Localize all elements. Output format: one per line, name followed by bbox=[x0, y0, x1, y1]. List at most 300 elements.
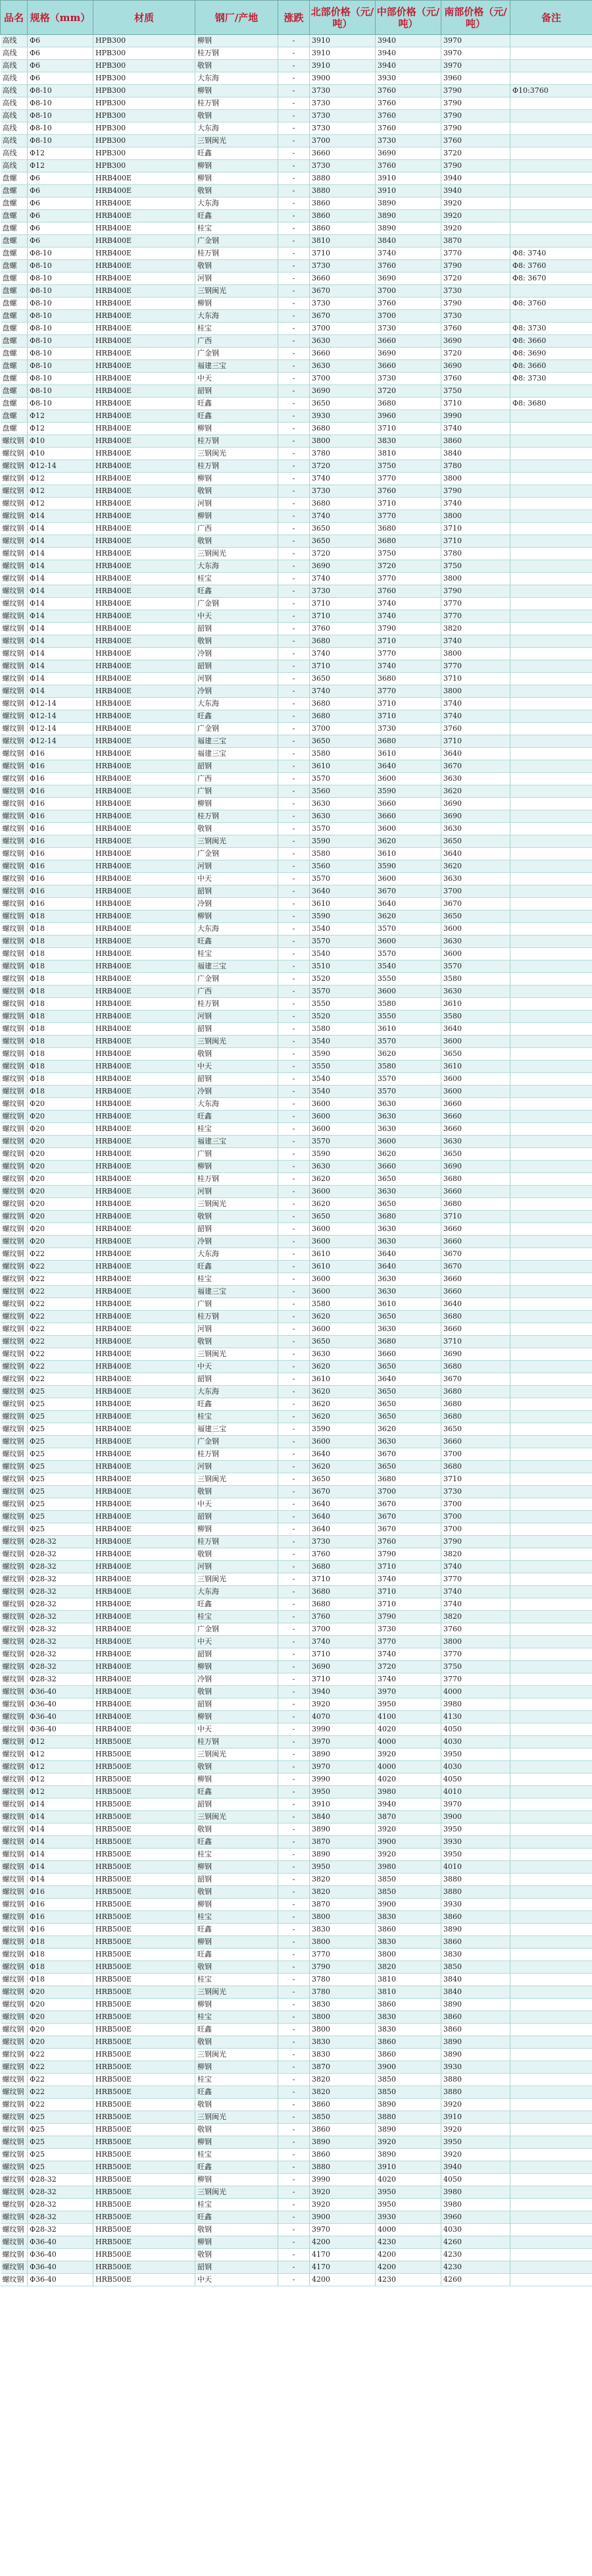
change-cell: - bbox=[278, 1774, 310, 1786]
spec-cell: Φ25 bbox=[28, 1523, 93, 1536]
material-cell: HRB400E bbox=[93, 348, 195, 360]
table-row bbox=[1, 197, 592, 210]
change-cell: - bbox=[278, 285, 310, 298]
spec-cell: Φ22 bbox=[28, 1298, 93, 1311]
remark-cell bbox=[510, 1861, 592, 1874]
product-cell: 螺纹钢 bbox=[1, 1423, 28, 1436]
mill-cell: 柳钢 bbox=[195, 510, 278, 523]
mill-cell: 桂宝 bbox=[195, 223, 278, 235]
material-cell: HRB400E bbox=[93, 1336, 195, 1348]
mill-cell: 河钢 bbox=[195, 1323, 278, 1336]
central-price-cell: 3540 bbox=[376, 960, 441, 973]
spec-cell: Φ8-10 bbox=[28, 298, 93, 310]
material-cell: HRB400E bbox=[93, 573, 195, 585]
remark-cell bbox=[510, 1498, 592, 1511]
remark-cell bbox=[510, 598, 592, 610]
change-cell: - bbox=[278, 1086, 310, 1098]
south-price-cell: 3690 bbox=[441, 360, 510, 373]
material-cell: HRB500E bbox=[93, 1886, 195, 1899]
product-cell: 螺纹钢 bbox=[1, 1448, 28, 1461]
product-cell: 螺纹钢 bbox=[1, 1573, 28, 1586]
remark-cell bbox=[510, 2199, 592, 2211]
central-price-cell: 3720 bbox=[376, 1661, 441, 1673]
mill-cell: 河钢 bbox=[195, 860, 278, 873]
mill-cell: 旺鑫 bbox=[195, 1924, 278, 1936]
south-price-cell: 3980 bbox=[441, 2199, 510, 2211]
spec-cell: Φ18 bbox=[28, 910, 93, 923]
product-cell: 螺纹钢 bbox=[1, 1273, 28, 1286]
table-row bbox=[1, 122, 592, 135]
material-cell: HRB400E bbox=[93, 885, 195, 898]
north-price-cell: 3940 bbox=[310, 1686, 376, 1698]
table-row bbox=[1, 873, 592, 885]
material-cell: HRB400E bbox=[93, 523, 195, 535]
table-row bbox=[1, 1811, 592, 1824]
product-cell: 螺纹钢 bbox=[1, 1073, 28, 1086]
material-cell: HRB400E bbox=[93, 935, 195, 948]
remark-cell bbox=[510, 748, 592, 760]
mill-cell: 敬钢 bbox=[195, 1486, 278, 1498]
spec-cell: Φ16 bbox=[28, 798, 93, 810]
table-row bbox=[1, 223, 592, 235]
mill-cell: 广金钢 bbox=[195, 723, 278, 735]
material-cell: HRB400E bbox=[93, 648, 195, 660]
table-row bbox=[1, 1748, 592, 1761]
south-price-cell: 3920 bbox=[441, 197, 510, 210]
table-row bbox=[1, 523, 592, 535]
table-row bbox=[1, 473, 592, 485]
material-cell: HRB400E bbox=[93, 1548, 195, 1561]
change-cell: - bbox=[278, 2036, 310, 2049]
south-price-cell: 4050 bbox=[441, 1723, 510, 1736]
mill-cell: 柳钢 bbox=[195, 2061, 278, 2074]
material-cell: HRB400E bbox=[93, 635, 195, 648]
material-cell: HRB400E bbox=[93, 673, 195, 685]
product-cell: 螺纹钢 bbox=[1, 1548, 28, 1561]
mill-cell: 广钢 bbox=[195, 1298, 278, 1311]
remark-cell bbox=[510, 986, 592, 998]
table-row bbox=[1, 585, 592, 598]
change-cell: - bbox=[278, 310, 310, 323]
change-cell: - bbox=[278, 1373, 310, 1386]
remark-cell bbox=[510, 1223, 592, 1236]
table-row bbox=[1, 2124, 592, 2136]
mill-cell: 柳钢 bbox=[195, 1899, 278, 1911]
south-price-cell: 3930 bbox=[441, 1899, 510, 1911]
north-price-cell: 3800 bbox=[310, 2011, 376, 2024]
mill-cell: 柳钢 bbox=[195, 172, 278, 185]
south-price-cell: 3890 bbox=[441, 1999, 510, 2011]
south-price-cell: 3660 bbox=[441, 1186, 510, 1198]
central-price-cell: 3740 bbox=[376, 1648, 441, 1661]
remark-cell bbox=[510, 1386, 592, 1398]
remark-cell bbox=[510, 885, 592, 898]
mill-cell: 敬钢 bbox=[195, 485, 278, 498]
table-row bbox=[1, 1311, 592, 1323]
central-price-cell: 3790 bbox=[376, 1611, 441, 1623]
change-cell: - bbox=[278, 1586, 310, 1598]
remark-cell bbox=[510, 1536, 592, 1548]
remark-cell bbox=[510, 2274, 592, 2286]
change-cell: - bbox=[278, 1573, 310, 1586]
table-row bbox=[1, 1348, 592, 1361]
central-price-cell: 3760 bbox=[376, 298, 441, 310]
table-row bbox=[1, 360, 592, 373]
central-price-cell: 3680 bbox=[376, 673, 441, 685]
central-price-cell: 3570 bbox=[376, 1073, 441, 1086]
south-price-cell: 3740 bbox=[441, 635, 510, 648]
north-price-cell: 3660 bbox=[310, 147, 376, 160]
table-row bbox=[1, 986, 592, 998]
mill-cell: 韶钢 bbox=[195, 1073, 278, 1086]
material-cell: HRB400E bbox=[93, 1711, 195, 1723]
spec-cell: Φ28-32 bbox=[28, 1623, 93, 1636]
central-price-cell: 3720 bbox=[376, 560, 441, 573]
change-cell: - bbox=[278, 848, 310, 860]
product-cell: 盘螺 bbox=[1, 273, 28, 285]
remark-cell bbox=[510, 810, 592, 823]
spec-cell: Φ36-40 bbox=[28, 2274, 93, 2286]
product-cell: 螺纹钢 bbox=[1, 885, 28, 898]
north-price-cell: 3680 bbox=[310, 423, 376, 435]
table-body bbox=[1, 35, 592, 2286]
central-price-cell: 3750 bbox=[376, 460, 441, 473]
central-price-cell: 3630 bbox=[376, 1436, 441, 1448]
remark-cell bbox=[510, 197, 592, 210]
table-row bbox=[1, 2186, 592, 2199]
product-cell: 螺纹钢 bbox=[1, 1223, 28, 1236]
spec-cell: Φ14 bbox=[28, 598, 93, 610]
mill-cell: 敬钢 bbox=[195, 260, 278, 273]
central-price-cell: 3830 bbox=[376, 2011, 441, 2024]
central-price-cell: 3760 bbox=[376, 122, 441, 135]
central-price-cell: 3570 bbox=[376, 923, 441, 935]
change-cell: - bbox=[278, 1723, 310, 1736]
central-price-cell: 3890 bbox=[376, 223, 441, 235]
table-row bbox=[1, 948, 592, 960]
spec-cell: Φ20 bbox=[28, 1173, 93, 1186]
central-price-cell: 3600 bbox=[376, 773, 441, 785]
product-cell: 螺纹钢 bbox=[1, 748, 28, 760]
remark-cell bbox=[510, 785, 592, 798]
south-price-cell: 3740 bbox=[441, 1598, 510, 1611]
mill-cell: 福建三宝 bbox=[195, 748, 278, 760]
change-cell: - bbox=[278, 1411, 310, 1423]
spec-cell: Φ25 bbox=[28, 1386, 93, 1398]
product-cell: 螺纹钢 bbox=[1, 1686, 28, 1698]
table-row bbox=[1, 498, 592, 510]
material-cell: HRB500E bbox=[93, 2161, 195, 2174]
mill-cell: 河钢 bbox=[195, 498, 278, 510]
south-price-cell: 3860 bbox=[441, 1936, 510, 1949]
remark-cell bbox=[510, 510, 592, 523]
material-cell: HRB500E bbox=[93, 2049, 195, 2061]
south-price-cell: 3770 bbox=[441, 1573, 510, 1586]
change-cell: - bbox=[278, 1874, 310, 1886]
table-row bbox=[1, 72, 592, 85]
product-cell: 高线 bbox=[1, 160, 28, 172]
product-cell: 螺纹钢 bbox=[1, 986, 28, 998]
spec-cell: Φ12 bbox=[28, 485, 93, 498]
change-cell: - bbox=[278, 1311, 310, 1323]
north-price-cell: 3830 bbox=[310, 2036, 376, 2049]
north-price-cell: 3820 bbox=[310, 2074, 376, 2086]
spec-cell: Φ12 bbox=[28, 160, 93, 172]
product-cell: 螺纹钢 bbox=[1, 1348, 28, 1361]
spec-cell: Φ22 bbox=[28, 1348, 93, 1361]
south-price-cell: 3970 bbox=[441, 35, 510, 47]
central-price-cell: 3710 bbox=[376, 423, 441, 435]
spec-cell: Φ22 bbox=[28, 2074, 93, 2086]
north-price-cell: 3580 bbox=[310, 1298, 376, 1311]
change-cell: - bbox=[278, 1148, 310, 1161]
remark-cell bbox=[510, 2111, 592, 2124]
change-cell: - bbox=[278, 785, 310, 798]
north-price-cell: 3650 bbox=[310, 1473, 376, 1486]
north-price-cell: 3830 bbox=[310, 2049, 376, 2061]
product-cell: 螺纹钢 bbox=[1, 935, 28, 948]
remark-cell bbox=[510, 1723, 592, 1736]
remark-cell bbox=[510, 1211, 592, 1223]
table-row bbox=[1, 1711, 592, 1723]
south-price-cell: 3820 bbox=[441, 1611, 510, 1623]
change-cell: - bbox=[278, 923, 310, 935]
spec-cell: Φ28-32 bbox=[28, 2211, 93, 2224]
table-row bbox=[1, 323, 592, 335]
south-price-cell: 3790 bbox=[441, 160, 510, 172]
spec-cell: Φ36-40 bbox=[28, 1698, 93, 1711]
mill-cell: 柳钢 bbox=[195, 423, 278, 435]
product-cell: 高线 bbox=[1, 147, 28, 160]
north-price-cell: 3760 bbox=[310, 623, 376, 635]
remark-cell bbox=[510, 1448, 592, 1461]
table-row bbox=[1, 335, 592, 348]
table-row bbox=[1, 2261, 592, 2274]
change-cell: - bbox=[278, 2274, 310, 2286]
mill-cell: 敬钢 bbox=[195, 110, 278, 122]
spec-cell: Φ25 bbox=[28, 2149, 93, 2161]
north-price-cell: 3540 bbox=[310, 1086, 376, 1098]
north-price-cell: 3830 bbox=[310, 1924, 376, 1936]
central-price-cell: 3850 bbox=[376, 1874, 441, 1886]
spec-cell: Φ8-10 bbox=[28, 373, 93, 385]
south-price-cell: 3950 bbox=[441, 1824, 510, 1836]
change-cell: - bbox=[278, 260, 310, 273]
south-price-cell: 3780 bbox=[441, 548, 510, 560]
north-price-cell: 3860 bbox=[310, 2099, 376, 2111]
mill-cell: 三钢闽光 bbox=[195, 285, 278, 298]
south-price-cell: 3870 bbox=[441, 235, 510, 248]
mill-cell: 柳钢 bbox=[195, 1936, 278, 1949]
remark-cell: Φ8: 3670 bbox=[510, 273, 592, 285]
north-price-cell: 3560 bbox=[310, 785, 376, 798]
table-row bbox=[1, 1849, 592, 1861]
central-price-cell: 3570 bbox=[376, 1086, 441, 1098]
material-cell: HRB400E bbox=[93, 1436, 195, 1448]
product-cell: 螺纹钢 bbox=[1, 1999, 28, 2011]
mill-cell: 冷钢 bbox=[195, 1086, 278, 1098]
table-row bbox=[1, 1236, 592, 1248]
mill-cell: 广钢 bbox=[195, 1148, 278, 1161]
spec-cell: Φ20 bbox=[28, 2024, 93, 2036]
material-cell: HRB400E bbox=[93, 923, 195, 935]
spec-cell: Φ25 bbox=[28, 1448, 93, 1461]
north-price-cell: 3710 bbox=[310, 660, 376, 673]
south-price-cell: 3950 bbox=[441, 1748, 510, 1761]
south-price-cell: 3700 bbox=[441, 1448, 510, 1461]
central-price-cell: 3770 bbox=[376, 573, 441, 585]
spec-cell: Φ16 bbox=[28, 848, 93, 860]
north-price-cell: 3600 bbox=[310, 1286, 376, 1298]
south-price-cell: 3940 bbox=[441, 172, 510, 185]
north-price-cell: 3600 bbox=[310, 1111, 376, 1123]
material-cell: HRB400E bbox=[93, 1236, 195, 1248]
mill-cell: 河钢 bbox=[195, 1461, 278, 1473]
product-cell: 螺纹钢 bbox=[1, 960, 28, 973]
mill-cell: 旺鑫 bbox=[195, 398, 278, 410]
central-price-cell: 3640 bbox=[376, 1261, 441, 1273]
mill-cell: 敬钢 bbox=[195, 1886, 278, 1899]
central-price-cell: 3710 bbox=[376, 635, 441, 648]
spec-cell: Φ14 bbox=[28, 523, 93, 535]
product-cell: 高线 bbox=[1, 60, 28, 72]
material-cell: HRB400E bbox=[93, 1123, 195, 1136]
mill-cell: 柳钢 bbox=[195, 1661, 278, 1673]
material-cell: HRB400E bbox=[93, 423, 195, 435]
change-cell: - bbox=[278, 423, 310, 435]
central-price-cell: 3830 bbox=[376, 2024, 441, 2036]
spec-cell: Φ8-10 bbox=[28, 348, 93, 360]
change-cell: - bbox=[278, 1161, 310, 1173]
change-cell: - bbox=[278, 2136, 310, 2149]
product-cell: 螺纹钢 bbox=[1, 1248, 28, 1261]
remark-cell bbox=[510, 1836, 592, 1849]
product-cell: 螺纹钢 bbox=[1, 1086, 28, 1098]
change-cell: - bbox=[278, 147, 310, 160]
mill-cell: 河钢 bbox=[195, 1186, 278, 1198]
spec-cell: Φ28-32 bbox=[28, 1548, 93, 1561]
central-price-cell: 3680 bbox=[376, 535, 441, 548]
spec-cell: Φ18 bbox=[28, 1061, 93, 1073]
mill-cell: 柳钢 bbox=[195, 798, 278, 810]
remark-cell bbox=[510, 1461, 592, 1473]
central-price-cell: 3940 bbox=[376, 60, 441, 72]
product-cell: 螺纹钢 bbox=[1, 510, 28, 523]
spec-cell: Φ22 bbox=[28, 1323, 93, 1336]
material-cell: HRB400E bbox=[93, 1586, 195, 1598]
remark-cell bbox=[510, 2061, 592, 2074]
spec-cell: Φ8-10 bbox=[28, 97, 93, 110]
spec-cell: Φ22 bbox=[28, 2099, 93, 2111]
south-price-cell: 4000 bbox=[441, 1686, 510, 1698]
change-cell: - bbox=[278, 735, 310, 748]
change-cell: - bbox=[278, 823, 310, 835]
mill-cell: 柳钢 bbox=[195, 1999, 278, 2011]
spec-cell: Φ14 bbox=[28, 535, 93, 548]
north-price-cell: 3690 bbox=[310, 560, 376, 573]
mill-cell: 柳钢 bbox=[195, 1161, 278, 1173]
table-row bbox=[1, 1661, 592, 1673]
material-cell: HRB400E bbox=[93, 510, 195, 523]
mill-cell: 中天 bbox=[195, 1498, 278, 1511]
north-price-cell: 3740 bbox=[310, 1636, 376, 1648]
central-price-cell: 3710 bbox=[376, 710, 441, 723]
product-cell: 螺纹钢 bbox=[1, 2011, 28, 2024]
south-price-cell: 3710 bbox=[441, 1211, 510, 1223]
material-cell: HRB400E bbox=[93, 1198, 195, 1211]
change-cell: - bbox=[278, 373, 310, 385]
central-price-cell: 3690 bbox=[376, 147, 441, 160]
table-row bbox=[1, 285, 592, 298]
table-row bbox=[1, 1911, 592, 1924]
north-price-cell: 3730 bbox=[310, 298, 376, 310]
spec-cell: Φ10 bbox=[28, 435, 93, 448]
central-price-cell: 3860 bbox=[376, 1924, 441, 1936]
remark-cell bbox=[510, 1774, 592, 1786]
remark-cell bbox=[510, 310, 592, 323]
product-cell: 螺纹钢 bbox=[1, 1636, 28, 1648]
change-cell: - bbox=[278, 1748, 310, 1761]
remark-cell bbox=[510, 1411, 592, 1423]
mill-cell: 三钢闽光 bbox=[195, 1748, 278, 1761]
south-price-cell: 3630 bbox=[441, 986, 510, 998]
mill-cell: 广西 bbox=[195, 773, 278, 785]
north-price-cell: 3970 bbox=[310, 1761, 376, 1774]
material-cell: HPB300 bbox=[93, 35, 195, 47]
north-price-cell: 3630 bbox=[310, 1161, 376, 1173]
spec-cell: Φ14 bbox=[28, 1799, 93, 1811]
spec-cell: Φ14 bbox=[28, 1824, 93, 1836]
table-row bbox=[1, 2274, 592, 2286]
spec-cell: Φ16 bbox=[28, 898, 93, 910]
remark-cell bbox=[510, 1523, 592, 1536]
material-cell: HRB400E bbox=[93, 1598, 195, 1611]
change-cell: - bbox=[278, 1786, 310, 1799]
product-cell: 螺纹钢 bbox=[1, 1786, 28, 1799]
product-cell: 盘螺 bbox=[1, 210, 28, 223]
spec-cell: Φ8-10 bbox=[28, 273, 93, 285]
spec-cell: Φ20 bbox=[28, 1148, 93, 1161]
spec-cell: Φ14 bbox=[28, 548, 93, 560]
mill-cell: 韶钢 bbox=[195, 1023, 278, 1036]
north-price-cell: 4200 bbox=[310, 2274, 376, 2286]
central-price-cell: 3640 bbox=[376, 760, 441, 773]
product-cell: 螺纹钢 bbox=[1, 1236, 28, 1248]
material-cell: HRB400E bbox=[93, 610, 195, 623]
change-cell: - bbox=[278, 1811, 310, 1824]
change-cell: - bbox=[278, 1048, 310, 1061]
spec-cell: Φ18 bbox=[28, 1961, 93, 1974]
central-price-cell: 3630 bbox=[376, 1111, 441, 1123]
material-cell: HRB400E bbox=[93, 623, 195, 635]
mill-cell: 广金钢 bbox=[195, 235, 278, 248]
material-cell: HRB400E bbox=[93, 1636, 195, 1648]
north-price-cell: 3600 bbox=[310, 1223, 376, 1236]
change-cell: - bbox=[278, 1173, 310, 1186]
south-price-cell: 3740 bbox=[441, 423, 510, 435]
remark-cell: Φ8: 3680 bbox=[510, 398, 592, 410]
remark-cell bbox=[510, 1673, 592, 1686]
spec-cell: Φ22 bbox=[28, 1248, 93, 1261]
central-price-cell: 4000 bbox=[376, 2224, 441, 2236]
table-row bbox=[1, 423, 592, 435]
remark-cell bbox=[510, 2261, 592, 2274]
mill-cell: 三钢闽光 bbox=[195, 1198, 278, 1211]
material-cell: HRB400E bbox=[93, 398, 195, 410]
spec-cell: Φ20 bbox=[28, 1211, 93, 1223]
header-spec: 规格（mm） bbox=[28, 1, 93, 35]
north-price-cell: 3880 bbox=[310, 172, 376, 185]
